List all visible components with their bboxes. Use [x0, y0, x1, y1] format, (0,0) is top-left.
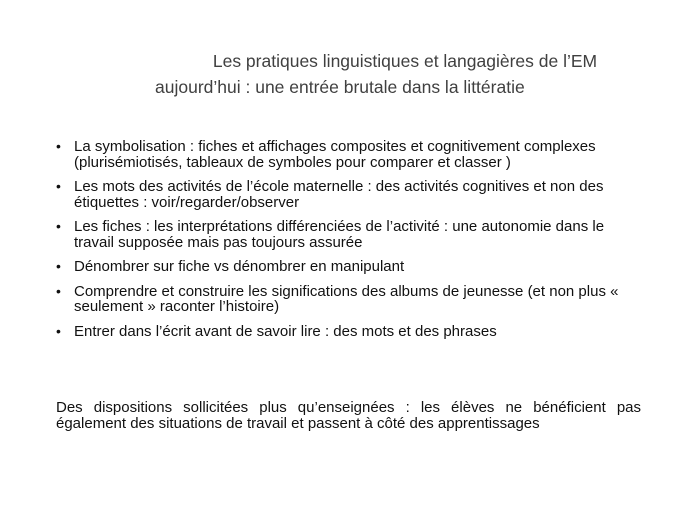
- bullet-text: Comprendre et construire les significations des albums de jeunesse (et non plus « seulement » raconter l’histoire): [74, 282, 619, 315]
- bullet-text: Les fiches : les interprétations différenciées de l’activité : une autonomie dans le travail supposée mais pas toujours assurée: [74, 218, 605, 251]
- title-line-2: aujourd’hui : une entrée brutale dans la littératie: [155, 77, 525, 97]
- bullet-item: [56, 179, 641, 210]
- slide-title: [60, 48, 660, 100]
- bullet-item: [56, 284, 641, 315]
- title-line-1: Les pratiques linguistiques et langagières de l’EM: [212, 51, 598, 71]
- bullet-item: [56, 324, 641, 340]
- bullet-dot-icon: •: [56, 138, 61, 154]
- bullet-dot-icon: •: [56, 322, 61, 339]
- bullet-item: [56, 139, 641, 170]
- bullet-dot-icon: •: [56, 282, 61, 299]
- bullet-text: Les mots des activités de l’école maternelle : des activités cognitives et non des étiquettes : voir/regarder/observer: [74, 178, 604, 211]
- bullet-item: [56, 259, 641, 275]
- bullet-text: La symbolisation : fiches et affichages composites et cognitivement complexes (plurisémiotisés, tableaux de symboles pour comparer et classer ): [74, 138, 596, 171]
- bullet-dot-icon: •: [56, 178, 61, 194]
- bullet-text: Dénombrer sur fiche vs dénombrer en manipulant: [74, 258, 405, 275]
- conclusion-paragraph: Des dispositions sollicitées plus qu’enseignées : les élèves ne bénéficient pas également des situations de travail et passent à côté des apprentissages: [56, 399, 641, 432]
- bullet-dot-icon: •: [56, 218, 61, 234]
- bullet-text: Entrer dans l’écrit avant de savoir lire : des mots et des phrases: [74, 322, 497, 340]
- bullet-item: [56, 219, 641, 250]
- bullet-dot-icon: •: [56, 258, 61, 274]
- bullet-list: [56, 139, 641, 348]
